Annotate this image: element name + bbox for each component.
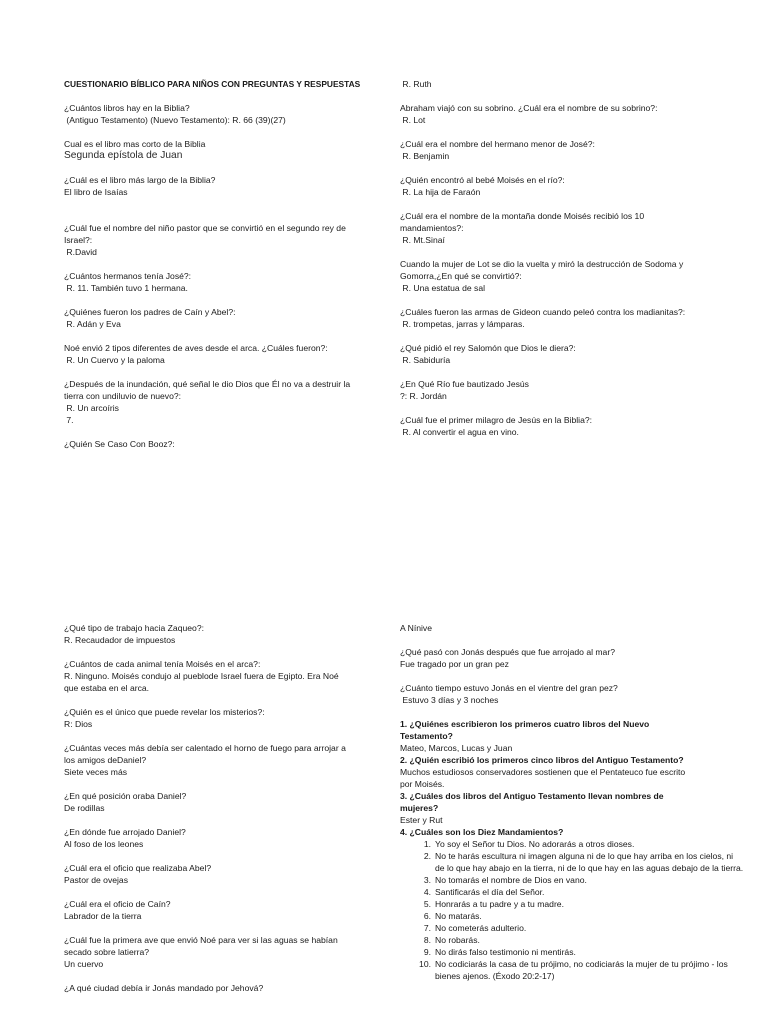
qa-list <box>400 78 745 438</box>
list-number: 3. <box>423 875 431 885</box>
text-line: ¿Cuántos hermanos tenía José?: <box>64 271 192 281</box>
text-line: El libro de Isaías <box>64 187 128 197</box>
list-number: 9. <box>423 947 431 957</box>
text-line: ¿Cuánto tiempo estuvo Jonás en el vientre del gran pez? <box>400 683 618 693</box>
text-line: ¿En qué posición oraba Daniel? <box>64 791 187 801</box>
answer-3: Ester y Rut <box>400 815 443 825</box>
text-line: ¿Cuáles fueron las armas de Gideon cuando peleó contra los madianitas?: <box>400 307 686 317</box>
commandment-item <box>400 838 745 850</box>
text-line: R: Dios <box>64 719 93 729</box>
text-line: ¿Cuál fue la primera ave que envió Noé para ver si las aguas se habían <box>64 935 338 945</box>
spacer <box>400 670 745 682</box>
question-2: 2. ¿Quién escribió los primeros cinco libros del Antiguo Testamento? <box>400 755 684 765</box>
text-line: R. trompetas, jarras y lámparas. <box>400 319 525 329</box>
text-line: Israel?: <box>64 235 93 245</box>
answer-2: Muchos estudiosos conservadores sostienen que el Pentateuco fue escrito <box>400 767 686 777</box>
spacer <box>64 162 409 174</box>
text-line: que estaba en el arca. <box>64 683 150 693</box>
spacer <box>64 294 409 306</box>
commandment-text: No te harás escultura ni imagen alguna ni de lo que hay arriba en los cielos, ni de lo que hay abajo en la tierra, ni de lo que hay en las aguas debajo de la tierra. <box>435 851 744 873</box>
text-line: ¿Quiénes fueron los padres de Caín y Abel?: <box>64 307 236 317</box>
document-title: CUESTIONARIO BÍBLICO PARA NIÑOS CON PREGUNTAS Y RESPUESTAS <box>64 79 361 89</box>
text-line: ¿Cuál era el nombre del hermano menor de José?: <box>400 139 595 149</box>
text-line: Noé envió 2 tipos diferentes de aves desde el arca. ¿Cuáles fueron?: <box>64 343 328 353</box>
spacer <box>400 246 745 258</box>
spacer <box>400 402 745 414</box>
text-line: ¿A qué ciudad debía ir Jonás mandado por Jehová? <box>64 983 264 993</box>
commandment-text: No tomarás el nombre de Dios en vano. <box>435 875 587 885</box>
commandment-item <box>400 898 745 910</box>
qa-list <box>64 622 409 994</box>
text-line: De rodillas <box>64 803 105 813</box>
page2-right-column <box>400 622 745 982</box>
list-number: 5. <box>423 899 431 909</box>
text-line: R.David <box>64 247 97 257</box>
text-line: secado sobre latierra? <box>64 947 150 957</box>
text-line: R. Benjamin <box>400 151 450 161</box>
commandment-text: No robarás. <box>435 935 480 945</box>
commandment-text: Santificarás el día del Señor. <box>435 887 545 897</box>
spacer <box>64 366 409 378</box>
text-line: Gomorra,¿En qué se convirtió?: <box>400 271 522 281</box>
text-line: Estuvo 3 días y 3 noches <box>400 695 499 705</box>
text-line: ¿Cuál es el libro más largo de la Biblia? <box>64 175 216 185</box>
spacer <box>64 198 409 210</box>
text-line: Siete veces más <box>64 767 128 777</box>
list-number: 10. <box>419 959 431 969</box>
commandments-list <box>400 838 745 982</box>
list-number: 4. <box>423 887 431 897</box>
commandment-item <box>400 910 745 922</box>
spacer <box>64 210 409 222</box>
commandment-text: Honrarás a tu padre y a tu madre. <box>435 899 564 909</box>
text-line: Cual es el libro mas corto de la Biblia <box>64 139 206 149</box>
page1-right-column <box>400 78 745 438</box>
text-line: R. Ruth <box>400 79 432 89</box>
text-line: Segunda epístola de Juan <box>64 150 183 161</box>
text-line: Pastor de ovejas <box>64 875 129 885</box>
spacer <box>64 970 409 982</box>
commandment-text: No codiciarás la casa de tu prójimo, no codiciarás la mujer de tu prójimo - los bienes ajenos. (Éxodo 20:2-17) <box>435 959 728 981</box>
text-line: ¿En dónde fue arrojado Daniel? <box>64 827 186 837</box>
text-line: Labrador de la tierra <box>64 911 142 921</box>
spacer <box>64 850 409 862</box>
text-line: ¿Cuál era el nombre de la montaña donde Moisés recibió los 10 <box>400 211 645 221</box>
text-line: R. Sabiduría <box>400 355 451 365</box>
spacer <box>64 886 409 898</box>
commandment-item <box>400 850 745 874</box>
list-number: 1. <box>423 839 431 849</box>
commandment-item <box>400 922 745 934</box>
list-number: 2. <box>423 851 431 861</box>
text-line: ¿Quién es el único que puede revelar los misterios?: <box>64 707 265 717</box>
text-line: R. 11. También tuvo 1 hermana. <box>64 283 188 293</box>
commandment-text: No cometerás adulterio. <box>435 923 527 933</box>
text-line: ¿Cuántas veces más debía ser calentado el horno de fuego para arrojar a <box>64 743 346 753</box>
list-number: 8. <box>423 935 431 945</box>
text-line: ¿Cuál era el oficio que realizaba Abel? <box>64 863 212 873</box>
text-line: ¿Cuál fue el primer milagro de Jesús en la Biblia?: <box>400 415 593 425</box>
text-line: ¿Qué tipo de trabajo hacia Zaqueo?: <box>64 623 204 633</box>
spacer <box>400 126 745 138</box>
spacer <box>400 90 745 102</box>
spacer <box>64 730 409 742</box>
text-line: Cuando la mujer de Lot se dio la vuelta y miró la destrucción de Sodoma y <box>400 259 684 269</box>
text-line: R. Un arcoíris <box>64 403 119 413</box>
text-line: Abraham viajó con su sobrino. ¿Cuál era el nombre de su sobrino?: <box>400 103 658 113</box>
answer-2-cont: por Moisés. <box>400 779 445 789</box>
text-line: 7. <box>64 415 74 425</box>
commandment-text: Yo soy el Señor tu Dios. No adorarás a otros dioses. <box>435 839 635 849</box>
spacer <box>400 634 745 646</box>
spacer <box>64 426 409 438</box>
text-line: R. Recaudador de impuestos <box>64 635 176 645</box>
spacer <box>64 258 409 270</box>
answer-1: Mateo, Marcos, Lucas y Juan <box>400 743 513 753</box>
text-line: tierra con undiluvio de nuevo?: <box>64 391 182 401</box>
commandment-item <box>400 874 745 886</box>
question-3: 3. ¿Cuáles dos libros del Antiguo Testamento llevan nombres de <box>400 791 664 801</box>
commandment-item <box>400 934 745 946</box>
commandment-item <box>400 886 745 898</box>
spacer <box>64 126 409 138</box>
text-line: A Nínive <box>400 623 433 633</box>
page1-left-column <box>64 78 409 450</box>
text-line: Al foso de los leones <box>64 839 144 849</box>
spacer <box>64 778 409 790</box>
text-line: los amigos deDaniel? <box>64 755 147 765</box>
commandment-text: No matarás. <box>435 911 482 921</box>
text-line: R. Mt.Sinaí <box>400 235 445 245</box>
spacer <box>400 162 745 174</box>
text-line: ¿Después de la inundación, qué señal le dio Dios que Él no va a destruir la <box>64 379 351 389</box>
spacer <box>400 198 745 210</box>
question-4: 4. ¿Cuáles son los Diez Mandamientos? <box>400 827 564 837</box>
spacer <box>400 330 745 342</box>
text-line: (Antiguo Testamento) (Nuevo Testamento): R. 66 (39)(27) <box>64 115 286 125</box>
spacer <box>64 694 409 706</box>
text-line: ¿Cuál fue el nombre del niño pastor que se convirtió en el segundo rey de <box>64 223 346 233</box>
commandment-item <box>400 946 745 958</box>
page2-left-column <box>64 622 409 994</box>
text-line: ¿Cuántos libros hay en la Biblia? <box>64 103 190 113</box>
text-line: ¿Qué pidió el rey Salomón que Dios le diera?: <box>400 343 576 353</box>
spacer <box>64 922 409 934</box>
spacer <box>400 294 745 306</box>
spacer <box>64 814 409 826</box>
list-number: 7. <box>423 923 431 933</box>
text-line: mandamientos?: <box>400 223 464 233</box>
text-line: R. Adán y Eva <box>64 319 121 329</box>
text-line: R. Lot <box>400 115 426 125</box>
text-line: ¿Qué pasó con Jonás después que fue arrojado al mar? <box>400 647 615 657</box>
qa-list <box>64 102 409 450</box>
question-1: 1. ¿Quiénes escribieron los primeros cuatro libros del Nuevo <box>400 719 650 729</box>
qa-list <box>400 622 745 718</box>
commandment-item <box>400 958 745 982</box>
text-line: R. Al convertir el agua en vino. <box>400 427 519 437</box>
text-line: R. Ninguno. Moisés condujo al pueblode Israel fuera de Egipto. Era Noé <box>64 671 339 681</box>
commandment-text: No dirás falso testimonio ni mentirás. <box>435 947 576 957</box>
text-line: ?: R. Jordán <box>400 391 447 401</box>
text-line: Un cuervo <box>64 959 104 969</box>
text-line: ¿Cuántos de cada animal tenía Moisés en el arca?: <box>64 659 261 669</box>
spacer <box>400 366 745 378</box>
text-line: ¿Quién Se Caso Con Booz?: <box>64 439 175 449</box>
text-line: ¿Cuál era el oficio de Caín? <box>64 899 171 909</box>
text-line: ¿En Qué Río fue bautizado Jesús <box>400 379 529 389</box>
question-1-cont: Testamento? <box>400 731 453 741</box>
text-line: Fue tragado por un gran pez <box>400 659 509 669</box>
text-line: R. Una estatua de sal <box>400 283 486 293</box>
list-number: 6. <box>423 911 431 921</box>
spacer <box>64 646 409 658</box>
spacer <box>400 706 745 718</box>
text-line: R. La hija de Faraón <box>400 187 481 197</box>
text-line: R. Un Cuervo y la paloma <box>64 355 165 365</box>
spacer <box>64 90 409 102</box>
text-line: ¿Quién encontró al bebé Moisés en el río?: <box>400 175 565 185</box>
spacer <box>64 330 409 342</box>
question-3-cont: mujeres? <box>400 803 439 813</box>
